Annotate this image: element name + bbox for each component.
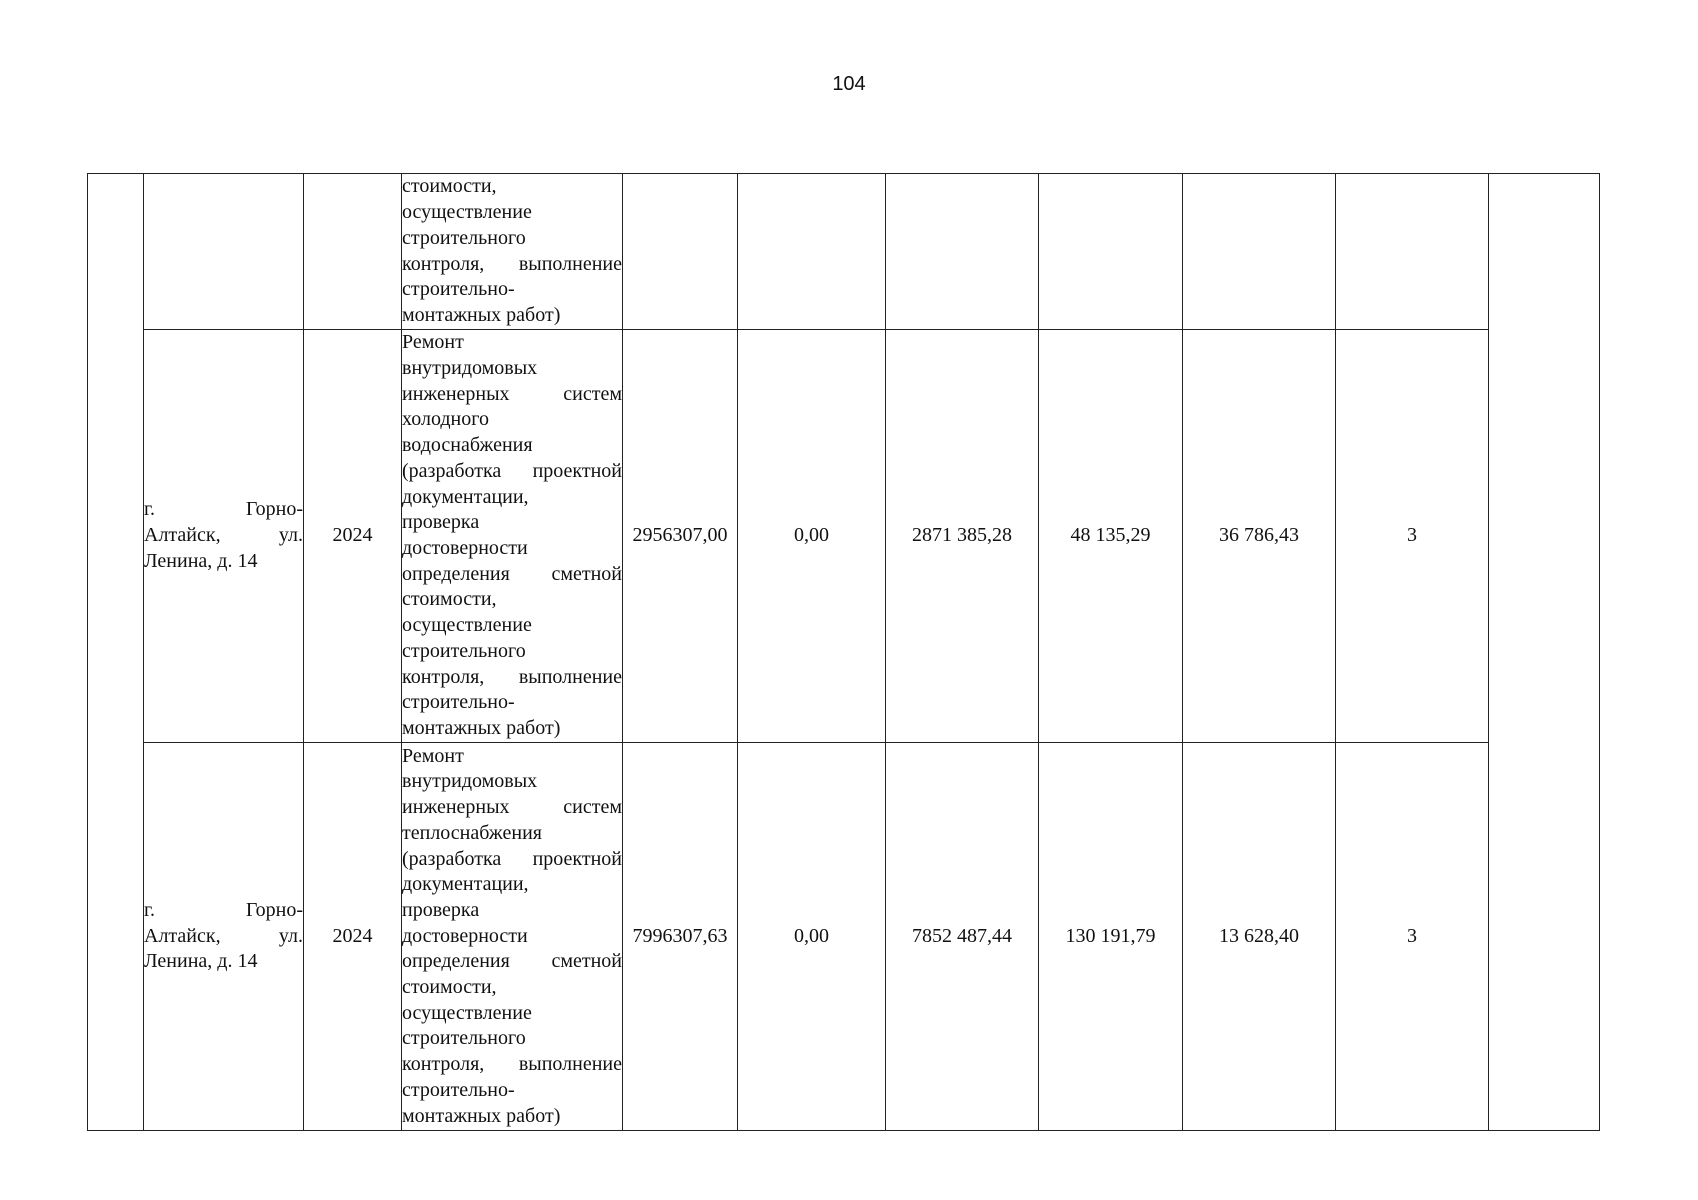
work-line: водоснабжения xyxy=(402,434,533,457)
work-line: строительного xyxy=(402,1027,526,1050)
work-line: достоверности xyxy=(402,537,528,559)
work-line: строительного xyxy=(402,639,526,662)
table-row-continuation xyxy=(88,174,1600,330)
work-line: внутридомовых xyxy=(402,770,538,793)
address-line: г. Горно- xyxy=(144,498,303,521)
work-line: строительно- xyxy=(402,691,515,714)
address-cell xyxy=(144,743,304,1131)
address-line: Алтайск, ул. xyxy=(144,924,303,947)
table-row xyxy=(88,330,1600,743)
amount-cell: 7852 487,44 xyxy=(886,743,1039,1131)
work-line: контроля, выполнение xyxy=(402,252,622,275)
amount-cell xyxy=(738,174,886,330)
work-line: контроля, выполнение xyxy=(402,1053,622,1076)
address-cell xyxy=(144,330,304,743)
work-description-cell xyxy=(402,330,623,743)
amount-cell: 36 786,43 xyxy=(1183,330,1336,743)
work-line: осуществление xyxy=(402,1001,532,1024)
total-cell xyxy=(623,174,738,330)
work-line: определения сметной xyxy=(402,562,622,585)
address-cell xyxy=(144,174,304,330)
work-line: инженерных систем xyxy=(402,382,622,405)
work-line: Ремонт xyxy=(402,744,464,767)
work-line: строительного xyxy=(402,226,526,249)
amount-cell: 48 135,29 xyxy=(1039,330,1183,743)
work-line: внутридомовых xyxy=(402,357,538,380)
total-cell: 2956307,00 xyxy=(623,330,738,743)
work-line: строительно- xyxy=(402,278,515,301)
amount-cell xyxy=(1183,174,1336,330)
work-line: осуществление xyxy=(402,201,532,224)
work-line: строительно- xyxy=(402,1078,515,1101)
work-line: стоимости, xyxy=(402,588,497,611)
count-cell: 3 xyxy=(1336,330,1489,743)
work-line: монтажных работ) xyxy=(402,716,561,739)
amount-cell: 130 191,79 xyxy=(1039,743,1183,1131)
total-cell: 7996307,63 xyxy=(623,743,738,1131)
work-line: монтажных работ) xyxy=(402,1104,561,1127)
work-line: стоимости, xyxy=(402,175,497,198)
work-line: контроля, выполнение xyxy=(402,665,622,688)
address-line: Ленина, д. 14 xyxy=(144,549,258,572)
address-line: Алтайск, ул. xyxy=(144,524,303,547)
amount-cell: 13 628,40 xyxy=(1183,743,1336,1131)
work-line: Ремонт xyxy=(402,331,464,354)
notes-cell xyxy=(1489,174,1600,1131)
work-line: документации, xyxy=(402,873,529,896)
table-row xyxy=(88,743,1600,1131)
amount-cell: 0,00 xyxy=(738,743,886,1131)
work-description-cell xyxy=(402,743,623,1131)
work-line: документации, xyxy=(402,485,529,508)
work-line: проверка xyxy=(402,511,480,534)
work-line: осуществление xyxy=(402,614,532,637)
work-line: монтажных работ) xyxy=(402,303,561,326)
work-line: (разработка проектной xyxy=(402,847,622,870)
work-line: (разработка проектной xyxy=(402,459,622,482)
works-table xyxy=(87,173,1600,1131)
year-cell: 2024 xyxy=(304,743,402,1131)
work-line: проверка xyxy=(402,898,480,921)
work-description-cell xyxy=(402,174,623,330)
address-line: г. Горно- xyxy=(144,898,303,921)
work-line: инженерных систем xyxy=(402,796,622,819)
count-cell: 3 xyxy=(1336,743,1489,1131)
year-cell: 2024 xyxy=(304,330,402,743)
row-index-cell xyxy=(88,174,144,1131)
count-cell xyxy=(1336,174,1489,330)
amount-cell: 0,00 xyxy=(738,330,886,743)
amount-cell xyxy=(886,174,1039,330)
amount-cell xyxy=(1039,174,1183,330)
work-line: достоверности xyxy=(402,924,528,947)
work-line: стоимости, xyxy=(402,976,497,999)
amount-cell: 2871 385,28 xyxy=(886,330,1039,743)
year-cell xyxy=(304,174,402,330)
work-line: холодного xyxy=(402,408,489,431)
page-number: 104 xyxy=(832,73,866,95)
address-line: Ленина, д. 14 xyxy=(144,950,258,973)
work-line: теплоснабжения xyxy=(402,821,542,844)
work-line: определения сметной xyxy=(402,950,622,973)
